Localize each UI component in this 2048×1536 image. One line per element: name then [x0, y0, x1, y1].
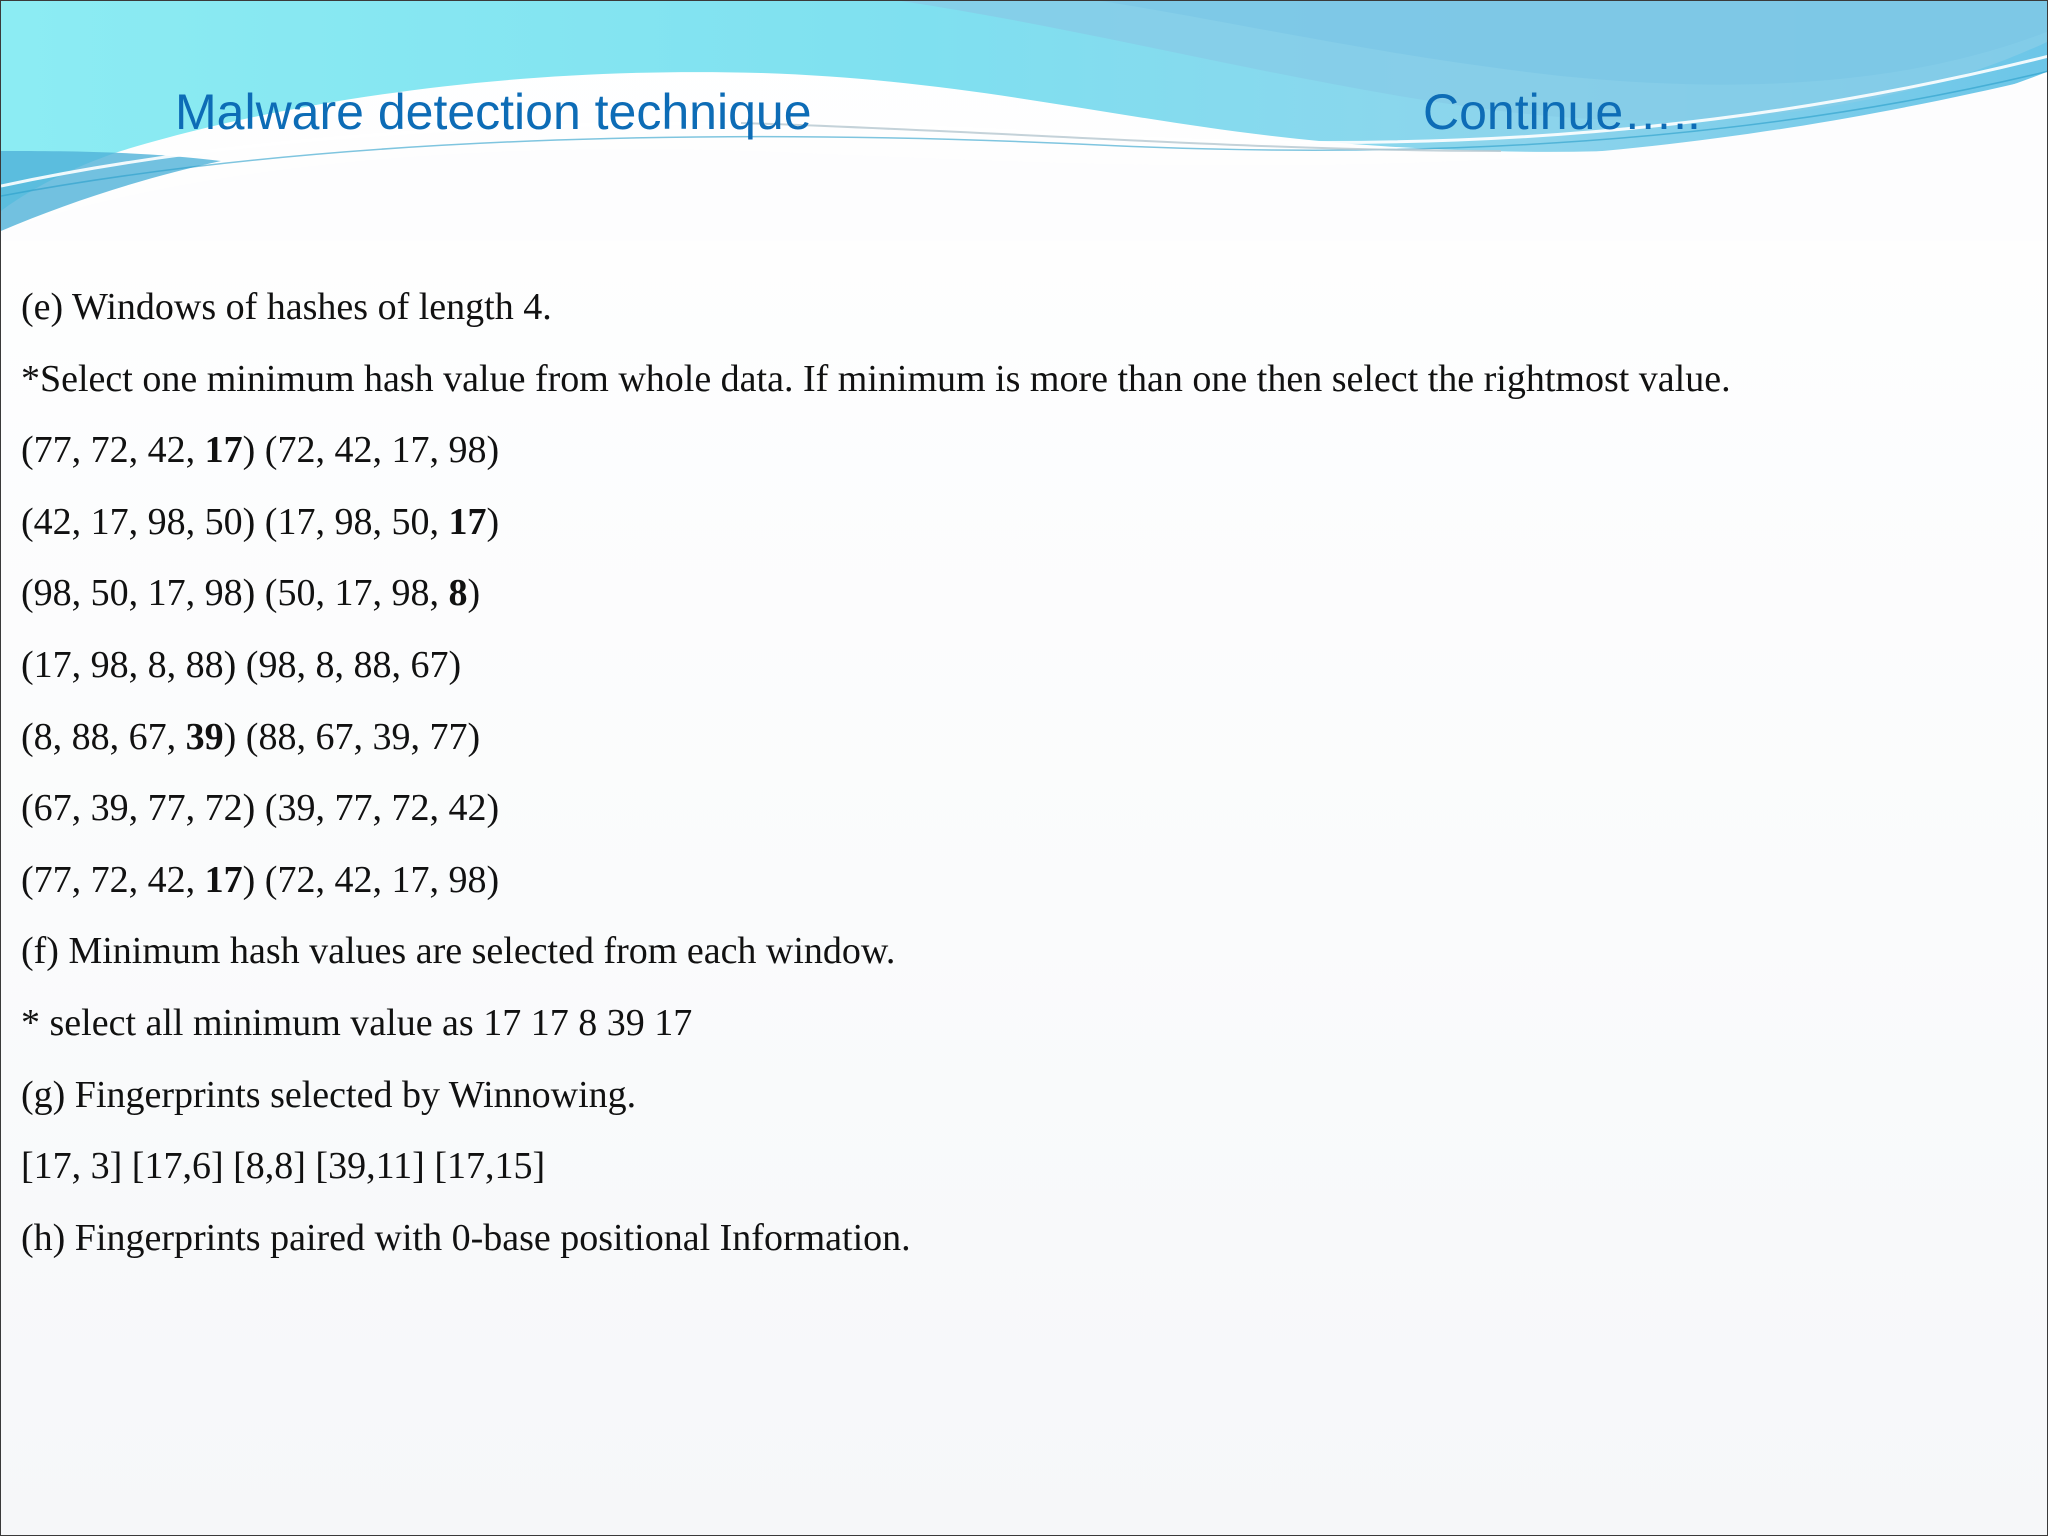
body-text-segment: *Select one minimum hash value from whole data. If minimum is more than one then select the rightmost value.	[21, 357, 1731, 400]
body-text-segment: )	[467, 572, 481, 615]
body-text-segment: (f) Minimum hash values are selected from each window.	[21, 930, 896, 973]
body-text-segment: ) (72, 42, 17, 98)	[242, 858, 500, 901]
body-text-segment: )	[486, 500, 500, 543]
body-line	[21, 778, 2021, 850]
body-line	[21, 635, 2021, 707]
body-text-segment: ) (88, 67, 39, 77)	[223, 715, 481, 758]
highlighted-min-hash: 17	[204, 429, 243, 472]
body-text-segment: (8, 88, 67,	[21, 715, 186, 758]
body-line	[21, 707, 2021, 779]
slide-title: Malware detection technique	[175, 84, 812, 140]
body-line	[21, 563, 2021, 635]
slide-body	[21, 277, 2021, 1279]
body-line	[21, 1136, 2021, 1208]
body-line	[21, 492, 2021, 564]
body-text-segment: (42, 17, 98, 50) (17, 98, 50,	[21, 500, 449, 543]
body-line	[21, 921, 2021, 993]
body-text-segment: (g) Fingerprints selected by Winnowing.	[21, 1073, 637, 1116]
body-line	[21, 850, 2021, 922]
body-line	[21, 420, 2021, 492]
body-text-segment: (h) Fingerprints paired with 0-base positional Information.	[21, 1216, 911, 1259]
body-line	[21, 993, 2021, 1065]
body-text-segment: ) (72, 42, 17, 98)	[242, 429, 500, 472]
body-text-segment: (98, 50, 17, 98) (50, 17, 98,	[21, 572, 449, 615]
body-line	[21, 1208, 2021, 1280]
body-line	[21, 277, 2021, 349]
body-text-segment: (e) Windows of hashes of length 4.	[21, 286, 552, 328]
body-text-segment: * select all minimum value as 17 17 8 39 17	[21, 1001, 693, 1044]
body-text-segment: (67, 39, 77, 72) (39, 77, 72, 42)	[21, 787, 500, 830]
highlighted-min-hash: 39	[185, 715, 224, 758]
body-text-segment: [17, 3] [17,6] [8,8] [39,11] [17,15]	[21, 1145, 546, 1188]
body-text-segment: (17, 98, 8, 88) (98, 8, 88, 67)	[21, 643, 462, 686]
highlighted-min-hash: 8	[448, 572, 468, 615]
body-line	[21, 349, 2021, 421]
body-text-segment: (77, 72, 42,	[21, 429, 205, 472]
highlighted-min-hash: 17	[204, 858, 243, 901]
slide-continue-label: Continue…..	[1423, 84, 1701, 140]
highlighted-min-hash: 17	[448, 500, 487, 543]
body-line	[21, 1065, 2021, 1137]
body-text-segment: (77, 72, 42,	[21, 858, 205, 901]
